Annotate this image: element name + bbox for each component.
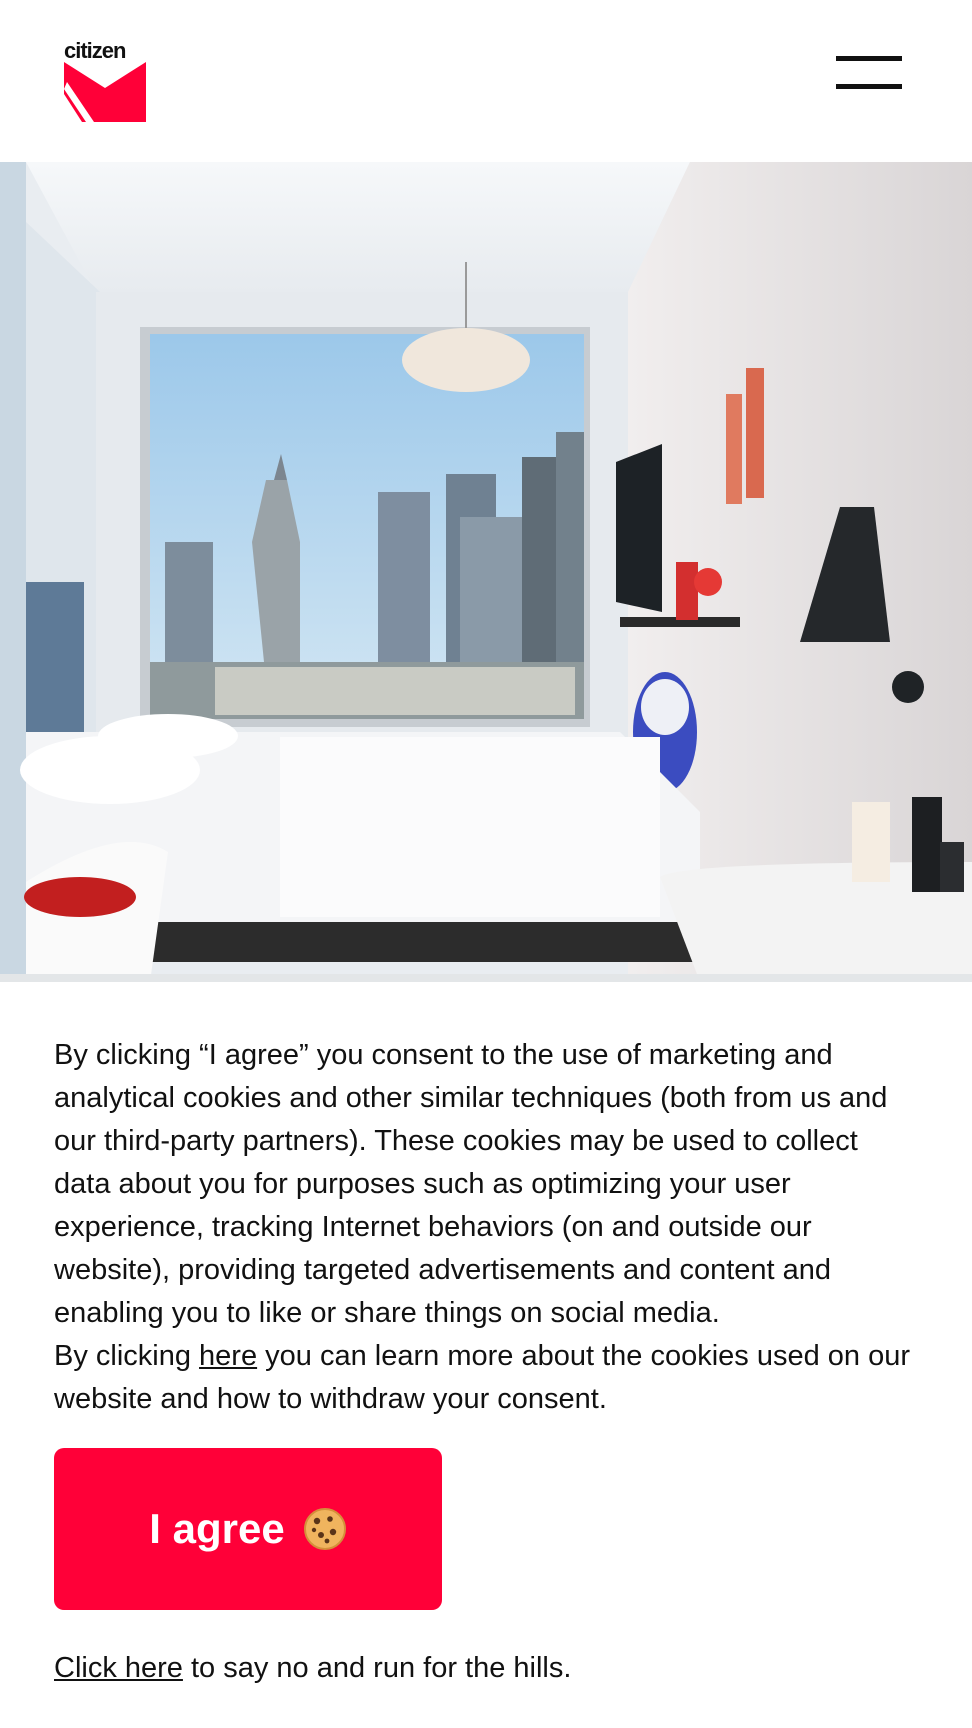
logo-m-mark: [64, 62, 146, 122]
logo-wordmark: citizen: [64, 38, 126, 63]
consent-paragraph: By clicking “I agree” you consent to the use of marketing and analytical cookies and other similar techniques (both from us and our third-party partners). These cookies may be used to collect data about you for purposes such as optimizing your user experience, tracking Internet behaviors (on and outside our website), providing targeted advertisements and content and enabling you to like or share things on social media.: [54, 1039, 888, 1329]
agree-button-label: I agree: [149, 1505, 285, 1552]
consent-p2-before: By clicking: [54, 1340, 200, 1372]
consent-text: [54, 1034, 914, 1421]
decline-link[interactable]: Click here: [54, 1652, 183, 1684]
decline-line: [54, 1648, 571, 1688]
agree-button[interactable]: [54, 1448, 442, 1610]
consent-learn-more-paragraph: [54, 1335, 914, 1421]
citizenm-logo[interactable]: [64, 40, 146, 122]
decline-text: to say no and run for the hills.: [182, 1652, 572, 1684]
consent-p2-after: you can learn more about the cookies used on our website and how to withdraw your consent.: [54, 1340, 911, 1415]
hamburger-menu-icon[interactable]: [836, 54, 902, 94]
cookie-consent-panel: [0, 982, 972, 1728]
site-header: [0, 0, 972, 162]
cookie-policy-link[interactable]: here: [199, 1340, 258, 1372]
hero-image: [0, 162, 972, 982]
hotel-room-illustration: [0, 162, 972, 982]
cookie-icon: [303, 1507, 347, 1551]
